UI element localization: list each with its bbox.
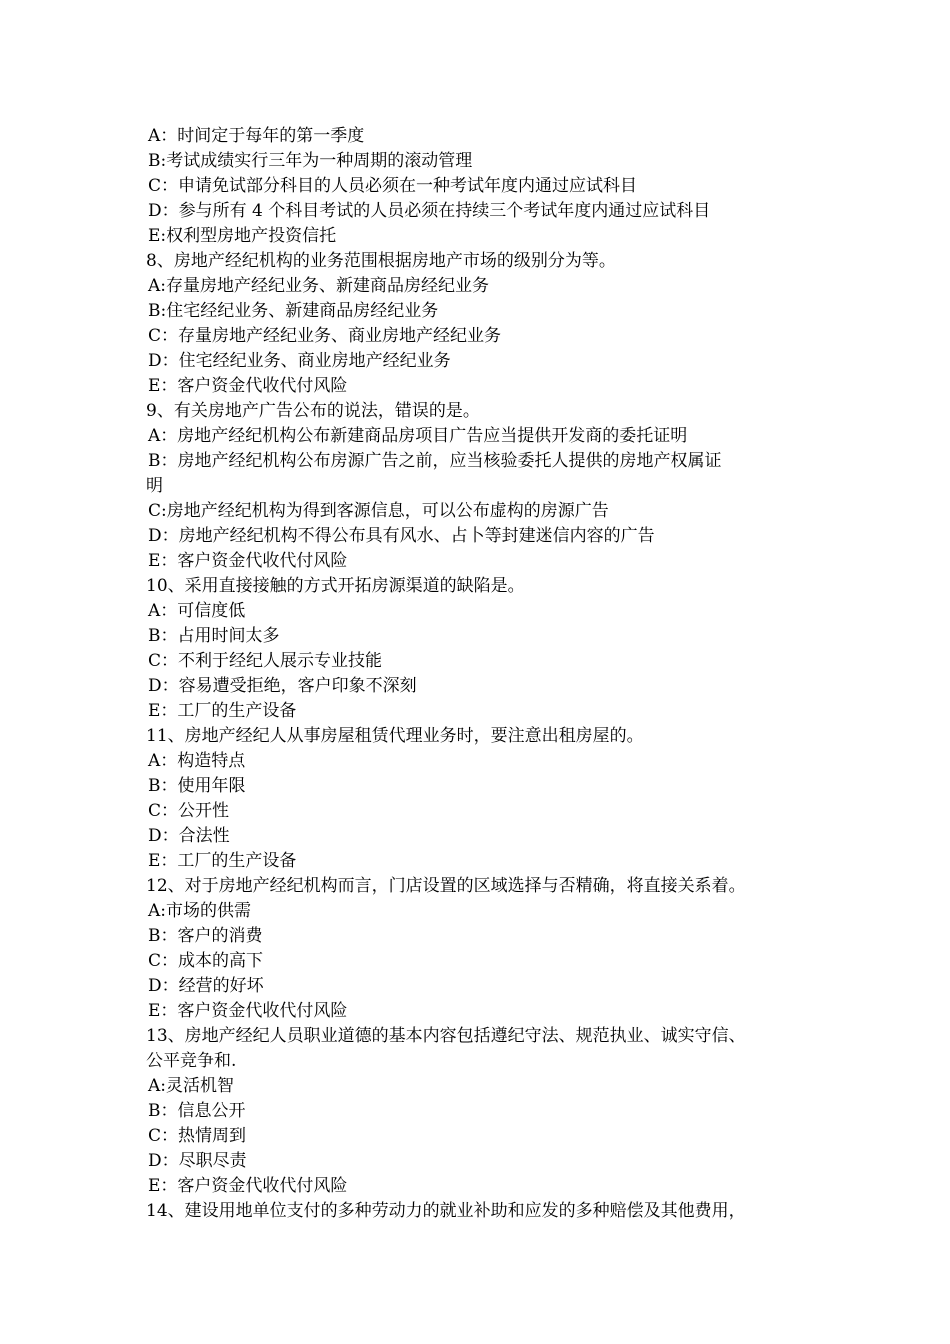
answer-option: A：房地产经纪机构公布新建商品房项目广告应当提供开发商的委托证明 — [148, 426, 688, 446]
answer-option: E：客户资金代收代付风险 — [148, 1001, 348, 1021]
question-text: 12、对于房地产经纪机构而言，门店设置的区域选择与否精确，将直接关系着。 — [146, 876, 746, 896]
answer-option: C：存量房地产经纪业务、商业房地产经纪业务 — [148, 326, 502, 346]
answer-option: E：客户资金代收代付风险 — [148, 551, 348, 571]
answer-option: B：使用年限 — [148, 776, 246, 796]
question-text: 14、建设用地单位支付的多种劳动力的就业补助和应发的多种赔偿及其他费用， — [146, 1201, 746, 1221]
answer-option: D：尽职尽责 — [148, 1151, 247, 1171]
document-body — [146, 124, 826, 1224]
answer-option: B:住宅经纪业务、新建商品房经纪业务 — [148, 301, 439, 321]
answer-option: C：不利于经纪人展示专业技能 — [148, 651, 383, 671]
answer-option: A:存量房地产经纪业务、新建商品房经纪业务 — [148, 276, 490, 296]
question-text: 9、有关房地产广告公布的说法，错误的是。 — [146, 401, 480, 421]
answer-option: C:房地产经纪机构为得到客源信息，可以公布虚构的房源广告 — [148, 501, 609, 521]
answer-option: C：成本的高下 — [148, 951, 264, 971]
answer-option: A:市场的供需 — [148, 901, 252, 921]
answer-option: E：工厂的生产设备 — [148, 701, 297, 721]
question-text: 13、房地产经纪人员职业道德的基本内容包括遵纪守法、规范执业、诚实守信、 — [146, 1026, 746, 1046]
answer-option: E:权利型房地产投资信托 — [148, 226, 337, 246]
answer-option: B:考试成绩实行三年为一种周期的滚动管理 — [148, 151, 473, 171]
answer-option: D：经营的好坏 — [148, 976, 264, 996]
answer-option: D：合法性 — [148, 826, 230, 846]
question-text: 明 — [146, 476, 163, 496]
answer-option: D：参与所有 4 个科目考试的人员必须在持续三个考试年度内通过应试科目 — [148, 201, 711, 221]
answer-option: B：房地产经纪机构公布房源广告之前，应当核验委托人提供的房地产权属证 — [148, 451, 722, 471]
answer-option: B：客户的消费 — [148, 926, 263, 946]
answer-option: D：房地产经纪机构不得公布具有风水、占卜等封建迷信内容的广告 — [148, 526, 655, 546]
answer-option: A：时间定于每年的第一季度 — [148, 126, 365, 146]
answer-option: A：构造特点 — [148, 751, 246, 771]
answer-option: B：信息公开 — [148, 1101, 246, 1121]
answer-option: C：申请免试部分科目的人员必须在一种考试年度内通过应试科目 — [148, 176, 638, 196]
answer-option: B：占用时间太多 — [148, 626, 280, 646]
question-text: 8、房地产经纪机构的业务范围根据房地产市场的级别分为等。 — [146, 251, 616, 271]
answer-option: C：热情周到 — [148, 1126, 247, 1146]
answer-option: D：容易遭受拒绝，客户印象不深刻 — [148, 676, 417, 696]
answer-option: D：住宅经纪业务、商业房地产经纪业务 — [148, 351, 451, 371]
answer-option: C：公开性 — [148, 801, 230, 821]
answer-option: A：可信度低 — [148, 601, 246, 621]
answer-option: E：客户资金代收代付风险 — [148, 1176, 348, 1196]
answer-option: E：客户资金代收代付风险 — [148, 376, 348, 396]
question-text: 11、房地产经纪人从事房屋租赁代理业务时，要注意出租房屋的。 — [146, 726, 644, 746]
answer-option: A:灵活机智 — [148, 1076, 235, 1096]
question-text: 10、采用直接接触的方式开拓房源渠道的缺陷是。 — [146, 576, 525, 596]
question-text: 公平竞争和. — [146, 1051, 237, 1071]
answer-option: E：工厂的生产设备 — [148, 851, 297, 871]
